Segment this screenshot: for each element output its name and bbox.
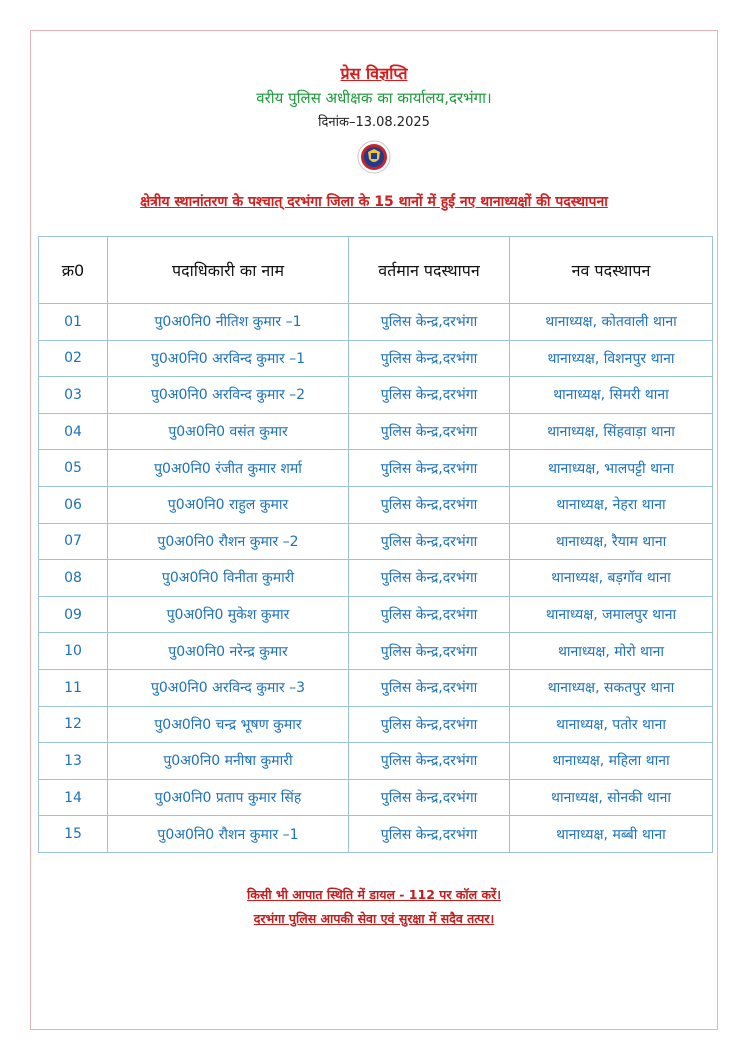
cell-current-posting: पुलिस केन्द्र,दरभंगा (349, 633, 510, 670)
posting-table (38, 236, 713, 853)
cell-serial: 05 (39, 450, 108, 487)
cell-current-posting: पुलिस केन्द्र,दरभंगा (349, 523, 510, 560)
police-service-slogan: दरभंगा पुलिस आपकी सेवा एवं सुरक्षा में सदैव तत्पर। (253, 911, 495, 926)
cell-serial: 10 (39, 633, 108, 670)
cell-officer-name: पु0अ0नि0 रौशन कुमार –1 (108, 816, 349, 853)
cell-new-posting: थानाध्यक्ष, सोनकी थाना (510, 779, 713, 816)
office-name: वरीय पुलिस अधीक्षक का कार्यालय,दरभंगा। (256, 89, 492, 107)
cell-current-posting: पुलिस केन्द्र,दरभंगा (349, 596, 510, 633)
cell-serial: 15 (39, 816, 108, 853)
subject-line: क्षेत्रीय स्थानांतरण के पश्चात् दरभंगा जिला के 15 थानों में हुई नए थानाध्यक्षों की पदस्थापना (140, 194, 608, 210)
cell-serial: 13 (39, 743, 108, 780)
column-header-current-posting: वर्तमान पदस्थापन (349, 237, 510, 304)
cell-serial: 04 (39, 413, 108, 450)
table-header-row (39, 237, 713, 304)
table-row (39, 816, 713, 853)
table-row (39, 523, 713, 560)
cell-officer-name: पु0अ0नि0 मुकेश कुमार (108, 596, 349, 633)
cell-new-posting: थानाध्यक्ष, कोतवाली थाना (510, 304, 713, 341)
table-row (39, 560, 713, 597)
cell-new-posting: थानाध्यक्ष, मब्बी थाना (510, 816, 713, 853)
cell-new-posting: थानाध्यक्ष, विशनपुर थाना (510, 340, 713, 377)
cell-serial: 12 (39, 706, 108, 743)
cell-officer-name: पु0अ0नि0 नीतिश कुमार –1 (108, 304, 349, 341)
table-row (39, 304, 713, 341)
cell-officer-name: पु0अ0नि0 अरविन्द कुमार –2 (108, 377, 349, 414)
cell-new-posting: थानाध्यक्ष, सकतपुर थाना (510, 669, 713, 706)
bihar-police-emblem-icon (357, 140, 391, 174)
cell-current-posting: पुलिस केन्द्र,दरभंगा (349, 779, 510, 816)
cell-officer-name: पु0अ0नि0 वसंत कुमार (108, 413, 349, 450)
cell-current-posting: पुलिस केन्द्र,दरभंगा (349, 743, 510, 780)
cell-serial: 14 (39, 779, 108, 816)
table-row (39, 743, 713, 780)
cell-officer-name: पु0अ0नि0 विनीता कुमारी (108, 560, 349, 597)
cell-new-posting: थानाध्यक्ष, सिंहवाड़ा थाना (510, 413, 713, 450)
cell-current-posting: पुलिस केन्द्र,दरभंगा (349, 340, 510, 377)
table-row (39, 779, 713, 816)
table-row (39, 706, 713, 743)
cell-officer-name: पु0अ0नि0 अरविन्द कुमार –3 (108, 669, 349, 706)
cell-new-posting: थानाध्यक्ष, बड़गॉव थाना (510, 560, 713, 597)
cell-current-posting: पुलिस केन्द्र,दरभंगा (349, 669, 510, 706)
cell-current-posting: पुलिस केन्द्र,दरभंगा (349, 413, 510, 450)
cell-current-posting: पुलिस केन्द्र,दरभंगा (349, 450, 510, 487)
cell-officer-name: पु0अ0नि0 रौशन कुमार –2 (108, 523, 349, 560)
cell-officer-name: पु0अ0नि0 अरविन्द कुमार –1 (108, 340, 349, 377)
table-row (39, 340, 713, 377)
cell-current-posting: पुलिस केन्द्र,दरभंगा (349, 816, 510, 853)
cell-new-posting: थानाध्यक्ष, भालपट्टी थाना (510, 450, 713, 487)
cell-officer-name: पु0अ0नि0 प्रताप कुमार सिंह (108, 779, 349, 816)
cell-officer-name: पु0अ0नि0 रंजीत कुमार शर्मा (108, 450, 349, 487)
table-row (39, 486, 713, 523)
cell-current-posting: पुलिस केन्द्र,दरभंगा (349, 706, 510, 743)
cell-serial: 07 (39, 523, 108, 560)
cell-current-posting: पुलिस केन्द्र,दरभंगा (349, 486, 510, 523)
cell-serial: 01 (39, 304, 108, 341)
column-header-serial: क्र0 (39, 237, 108, 304)
cell-new-posting: थानाध्यक्ष, सिमरी थाना (510, 377, 713, 414)
cell-officer-name: पु0अ0नि0 नरेन्द्र कुमार (108, 633, 349, 670)
table-row (39, 413, 713, 450)
cell-serial: 08 (39, 560, 108, 597)
cell-new-posting: थानाध्यक्ष, जमालपुर थाना (510, 596, 713, 633)
release-date: दिनांक–13.08.2025 (318, 115, 430, 130)
press-release-title: प्रेस विज्ञप्ति (340, 64, 408, 83)
cell-new-posting: थानाध्यक्ष, मोरो थाना (510, 633, 713, 670)
table-row (39, 669, 713, 706)
table-row (39, 450, 713, 487)
table-row (39, 596, 713, 633)
cell-serial: 09 (39, 596, 108, 633)
table-row (39, 633, 713, 670)
cell-serial: 11 (39, 669, 108, 706)
cell-current-posting: पुलिस केन्द्र,दरभंगा (349, 560, 510, 597)
cell-new-posting: थानाध्यक्ष, महिला थाना (510, 743, 713, 780)
cell-new-posting: थानाध्यक्ष, रैयाम थाना (510, 523, 713, 560)
cell-officer-name: पु0अ0नि0 राहुल कुमार (108, 486, 349, 523)
cell-officer-name: पु0अ0नि0 चन्द्र भूषण कुमार (108, 706, 349, 743)
column-header-new-posting: नव पदस्थापन (510, 237, 713, 304)
table-row (39, 377, 713, 414)
cell-current-posting: पुलिस केन्द्र,दरभंगा (349, 377, 510, 414)
cell-current-posting: पुलिस केन्द्र,दरभंगा (349, 304, 510, 341)
emergency-helpline-note: किसी भी आपात स्थिति में डायल - 112 पर कॉल करें। (247, 887, 501, 902)
cell-serial: 03 (39, 377, 108, 414)
cell-serial: 06 (39, 486, 108, 523)
cell-serial: 02 (39, 340, 108, 377)
cell-new-posting: थानाध्यक्ष, नेहरा थाना (510, 486, 713, 523)
cell-new-posting: थानाध्यक्ष, पतोर थाना (510, 706, 713, 743)
column-header-officer-name: पदाधिकारी का नाम (108, 237, 349, 304)
cell-officer-name: पु0अ0नि0 मनीषा कुमारी (108, 743, 349, 780)
